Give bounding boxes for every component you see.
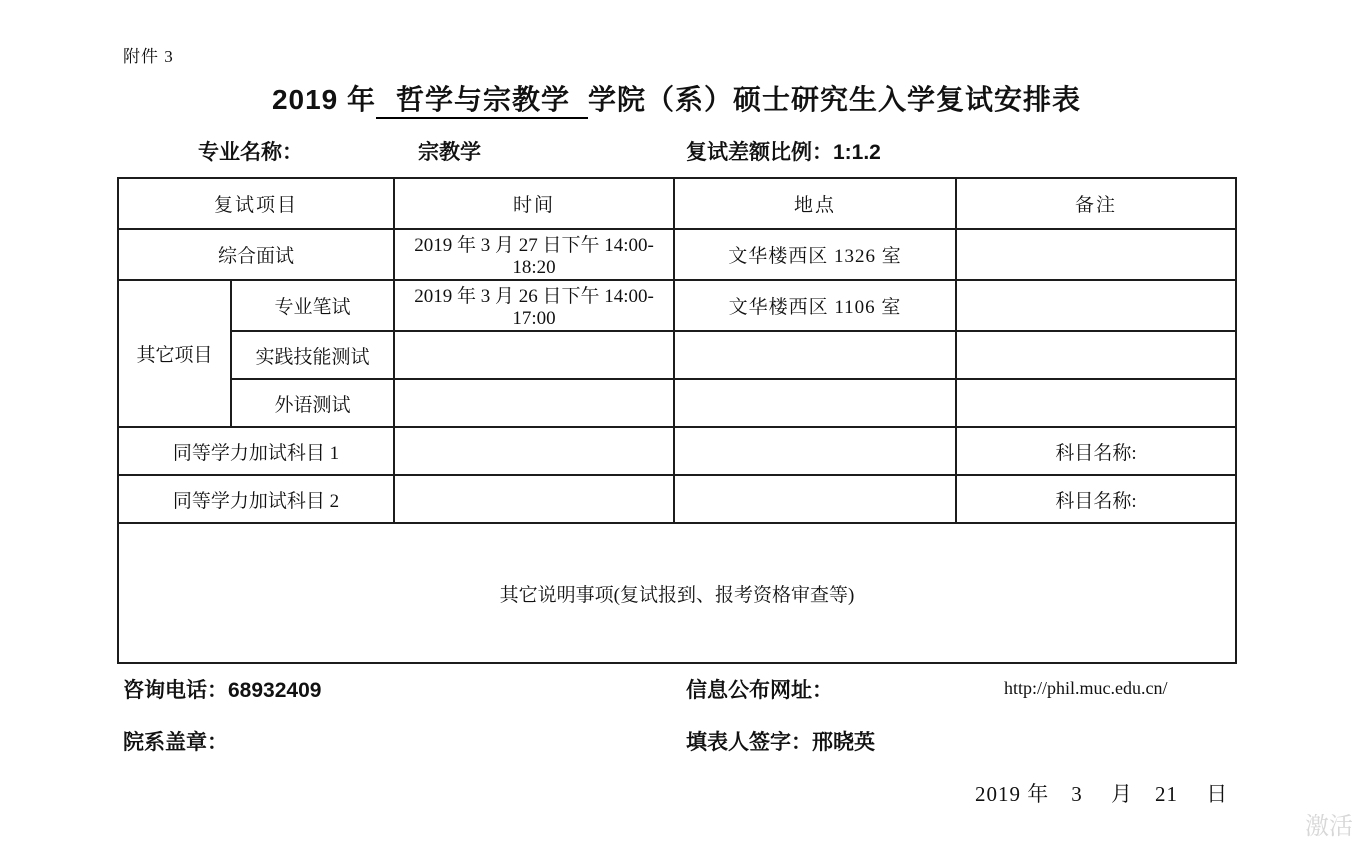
equivalency2-place: [674, 475, 956, 523]
retest-ratio-label: 复试差额比例：1:1.2: [686, 141, 881, 164]
fill-date: 2019 年 3 月 21 日: [975, 782, 1229, 806]
attachment-label: 附件 3: [123, 47, 174, 66]
title-department-underlined: 哲学与宗教学: [376, 84, 588, 119]
equivalency2-subject-name: 科目名称:: [956, 475, 1236, 523]
practical-test-remark: [956, 331, 1236, 379]
header-time: 时间: [394, 178, 674, 229]
row-other-notes: [118, 523, 1236, 663]
equivalency1-place: [674, 427, 956, 475]
title-suffix: 学院（系）硕士研究生入学复试安排表: [588, 84, 1082, 115]
interview-place: 文华楼西区 1326 室: [674, 229, 956, 280]
foreign-test-label: 外语测试: [231, 379, 394, 427]
interview-remark: [956, 229, 1236, 280]
info-site-url: http://phil.muc.edu.cn/: [1004, 678, 1168, 698]
interview-time: 2019 年 3 月 27 日下午 14:00-18:20: [394, 229, 674, 280]
title-prefix: 2019 年: [271, 84, 377, 115]
practical-test-place: [674, 331, 956, 379]
other-items-group-label: 其它项目: [118, 280, 231, 427]
written-test-time: 2019 年 3 月 26 日下午 14:00-17:00: [394, 280, 674, 331]
written-test-place: 文华楼西区 1106 室: [674, 280, 956, 331]
phone-label: 咨询电话：68932409: [123, 679, 322, 702]
major-name-value: 宗教学: [418, 141, 481, 164]
equivalency2-label: 同等学力加试科目 2: [118, 475, 394, 523]
schedule-table: [117, 177, 1237, 664]
header-place: 地点: [674, 178, 956, 229]
header-item: 复试项目: [118, 178, 394, 229]
row-written-test: [118, 280, 1236, 331]
row-practical-skill-test: [118, 331, 1236, 379]
written-test-label: 专业笔试: [231, 280, 394, 331]
row-equivalency-subject-1: [118, 427, 1236, 475]
row-equivalency-subject-2: [118, 475, 1236, 523]
practical-test-time: [394, 331, 674, 379]
foreign-test-time: [394, 379, 674, 427]
practical-test-label: 实践技能测试: [231, 331, 394, 379]
signer-label: 填表人签字：邢晓英: [686, 731, 875, 754]
interview-label: 综合面试: [118, 229, 394, 280]
foreign-test-place: [674, 379, 956, 427]
equivalency1-time: [394, 427, 674, 475]
header-remark: 备注: [956, 178, 1236, 229]
equivalency2-time: [394, 475, 674, 523]
equivalency1-label: 同等学力加试科目 1: [118, 427, 394, 475]
written-test-remark: [956, 280, 1236, 331]
header-row: [118, 178, 1236, 229]
info-site-label: 信息公布网址：: [686, 679, 833, 702]
major-name-label: 专业名称：: [198, 141, 303, 164]
meta-row: [0, 136, 1353, 166]
row-comprehensive-interview: [118, 229, 1236, 280]
activation-watermark: 激活: [1305, 813, 1353, 840]
other-notes-cell: 其它说明事项(复试报到、报考资格审查等): [118, 523, 1236, 663]
equivalency1-subject-name: 科目名称:: [956, 427, 1236, 475]
row-foreign-language-test: [118, 379, 1236, 427]
foreign-test-remark: [956, 379, 1236, 427]
page-title: [0, 78, 1353, 118]
department-seal-label: 院系盖章：: [123, 731, 228, 754]
